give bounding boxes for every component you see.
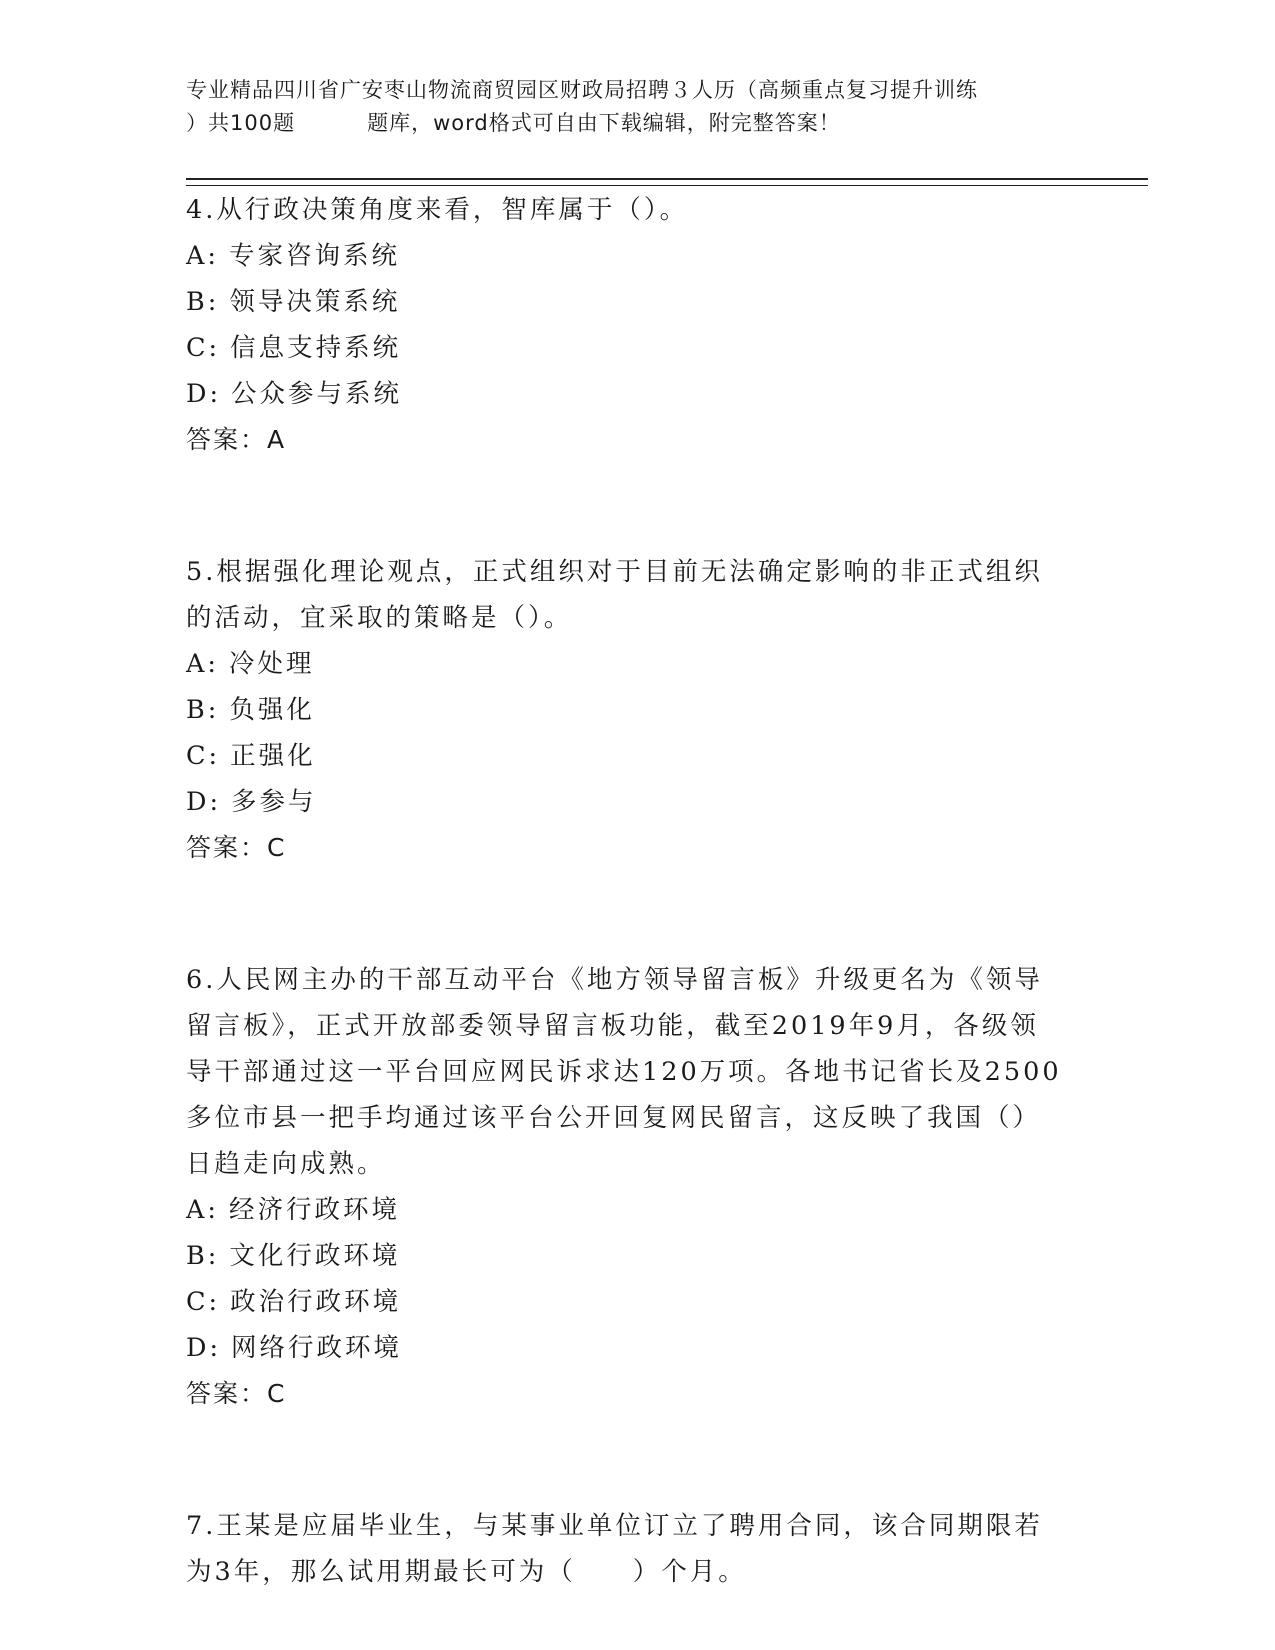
header-divider-thin (186, 185, 1148, 186)
header-line-2-part-1: ）共100题 (186, 111, 296, 135)
option-c: C: 政治行政环境 (186, 1287, 402, 1317)
option-a: A: 专家咨询系统 (186, 241, 401, 271)
option-d: D: 多参与 (186, 787, 317, 817)
question-stem-line: 留言板》，正式开放部委领导留言板功能，截至2019年9月，各级领 (186, 1011, 1039, 1041)
document-header (186, 74, 1106, 140)
question-stem-line: 4.从行政决策角度来看，智库属于（）。 (186, 195, 689, 225)
question-stem-line: 的活动，宜采取的策略是（）。 (186, 603, 573, 633)
option-c: C: 信息支持系统 (186, 333, 402, 363)
question-5 (186, 549, 1086, 871)
answer: 答案：C (186, 833, 287, 862)
answer: 答案：A (186, 425, 287, 454)
header-divider-thick (186, 178, 1148, 180)
header-line-2-part-2: 题库，word格式可自由下载编辑，附完整答案！ (367, 111, 841, 135)
question-stem-line: 导干部通过这一平台回应网民诉求达120万项。各地书记省长及2500 (186, 1057, 1062, 1087)
option-d: D: 网络行政环境 (186, 1333, 403, 1363)
answer: 答案：C (186, 1379, 287, 1408)
question-6 (186, 957, 1086, 1417)
question-stem-line: 为3年，那么试用期最长可为（ ）个月。 (186, 1557, 747, 1587)
question-stem-line: 7.王某是应届毕业生，与某事业单位订立了聘用合同，该合同期限若 (186, 1511, 1043, 1541)
option-b: B: 领导决策系统 (186, 287, 401, 317)
question-stem-line: 5.根据强化理论观点，正式组织对于目前无法确定影响的非正式组织 (186, 557, 1043, 587)
option-a: A: 经济行政环境 (186, 1195, 401, 1225)
question-list (186, 187, 1086, 1595)
question-4 (186, 187, 1086, 463)
question-stem-line: 6.人民网主办的干部互动平台《地方领导留言板》升级更名为《领导 (186, 965, 1043, 995)
option-a: A: 冷处理 (186, 649, 315, 679)
header-line-2 (186, 107, 1106, 140)
option-d: D: 公众参与系统 (186, 379, 403, 409)
question-stem-line: 多位市县一把手均通过该平台公开回复网民留言，这反映了我国（） (186, 1103, 1042, 1133)
option-b: B: 负强化 (186, 695, 315, 725)
option-b: B: 文化行政环境 (186, 1241, 401, 1271)
question-stem-line: 日趋走向成熟。 (186, 1149, 386, 1179)
question-7 (186, 1503, 1086, 1595)
header-line-1: 专业精品四川省广安枣山物流商贸园区财政局招聘３人历（高频重点复习提升训练 (186, 78, 978, 102)
option-c: C: 正强化 (186, 741, 316, 771)
